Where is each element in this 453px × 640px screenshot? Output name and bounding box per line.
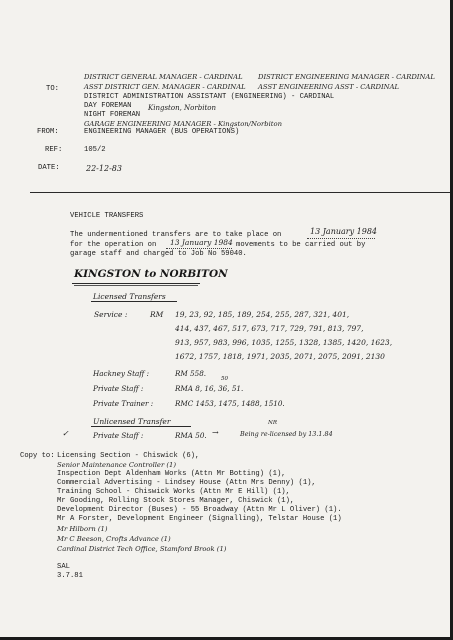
header-divider — [30, 192, 453, 193]
recipient-line: DAY FOREMAN — [84, 102, 132, 110]
service-fleet-line: 1672, 1757, 1818, 1971, 2035, 2071, 2075, 2091, 2130 — [175, 352, 385, 361]
copy-line: Mr Hilborn (1) — [57, 525, 108, 533]
route-heading: KINGSTON to NORBITON — [74, 268, 228, 280]
unlicensed-label: Private Staff : — [93, 431, 144, 440]
copy-line: Development Director (Buses) - 55 Broadway (Attn Mr L Oliver) (1). — [57, 506, 342, 514]
copy-line: Commercial Advertising - Lindsey House (Attn Mrs Denny) (1), — [57, 479, 316, 487]
ref-label: REF: — [45, 146, 63, 154]
unlicensed-heading-underline — [91, 426, 191, 427]
copy-line: Mr A Forster, Development Engineer (Signalling), Telstar House (1) — [57, 515, 342, 523]
copy-line: Inspection Dept Aldenham Works (Attn Mr Botting) (1), — [57, 470, 286, 478]
intro-text: movements to be carried out by — [236, 241, 366, 249]
arrow-icon: → — [212, 428, 219, 437]
recipient-line-right: ASST ENGINEERING ASST - CARDINAL — [258, 83, 400, 91]
unlicensed-heading: Unlicensed Transfer — [93, 417, 171, 426]
recipient-side-note: Kingston, Norbiton — [148, 104, 216, 112]
to-label: TO: — [46, 85, 59, 93]
route-heading-underline — [72, 283, 200, 284]
unlicensed-note: Being re-licensed by 13.1.84 — [240, 430, 333, 438]
intro-operation-handwritten: 13 January 1984 — [170, 238, 233, 247]
hackney-label: Hackney Staff : — [93, 369, 150, 378]
private-trainer-value: RMC 1453, 1475, 1488, 1510. — [175, 399, 285, 408]
copy-line: Training School - Chiswick Works (Attn Mr E Hill) (1), — [57, 488, 290, 496]
copy-line: Senior Maintenance Controller (1) — [57, 461, 176, 469]
intro-text: The undermentioned transfers are to take place on — [70, 231, 282, 239]
service-fleet-line: 19, 23, 92, 185, 189, 254, 255, 287, 321, 401, — [175, 310, 350, 319]
private-staff-value: RMA 8, 16, 36, 51. — [175, 384, 244, 393]
recipient-line: DISTRICT GENERAL MANAGER - CARDINAL — [84, 73, 243, 81]
private-staff-label: Private Staff : — [93, 384, 144, 393]
unlicensed-note-a: NR — [268, 420, 277, 426]
subject-heading: VEHICLE TRANSFERS — [70, 212, 144, 220]
intro-date-dotted-line — [307, 238, 375, 239]
service-fleet-line: 913, 957, 983, 996, 1035, 1255, 1328, 1385, 1420, 1623, — [175, 338, 393, 347]
date-value: 22-12-83 — [86, 164, 122, 173]
unlicensed-value: RMA 50. — [175, 431, 207, 440]
copy-to-label: Copy to: — [20, 452, 55, 460]
service-prefix: RM — [150, 310, 164, 319]
copy-line: Mr Gooding, Rolling Stock Stores Manager, Chiswick (1), — [57, 497, 295, 505]
service-fleet-line: 414, 437, 467, 517, 673, 717, 729, 791, 813, 797, — [175, 324, 364, 333]
intro-operation-dotted-line — [166, 248, 232, 249]
copy-line: Licensing Section - Chiswick (6), — [57, 452, 200, 460]
route-heading-underline — [74, 285, 198, 286]
intro-date-handwritten: 13 January 1984 — [310, 227, 378, 236]
reference-initials: SAL — [57, 563, 70, 571]
recipient-line-right: DISTRICT ENGINEERING MANAGER - CARDINAL — [258, 73, 435, 81]
intro-text: garage staff and charged to Job No 59040. — [70, 250, 247, 258]
from-label: FROM: — [37, 128, 59, 136]
private-trainer-label: Private Trainer : — [93, 399, 154, 408]
service-label: Service : — [94, 310, 128, 319]
licensed-heading: Licensed Transfers — [93, 292, 166, 301]
licensed-heading-underline — [91, 301, 177, 302]
date-label: DATE: — [38, 164, 60, 172]
copy-line: Cardinal District Tech Office, Stamford Brook (1) — [57, 545, 227, 553]
recipient-line: DISTRICT ADMINISTRATION ASSISTANT (ENGINEERING) - CARDINAL — [84, 93, 335, 101]
from-value: ENGINEERING MANAGER (BUS OPERATIONS) — [84, 128, 240, 136]
recipient-line: NIGHT FOREMAN — [84, 111, 141, 119]
private-staff-superscript: 50 — [221, 376, 228, 382]
intro-text: for the operation on — [70, 241, 157, 249]
reference-date: 3.7.81 — [57, 572, 83, 580]
tick-mark: ✓ — [62, 429, 69, 438]
recipient-line: ASST DISTRICT GEN. MANAGER - CARDINAL — [84, 83, 246, 91]
recipient-line: GARAGE ENGINEERING MANAGER - Kingston/Norbiton — [84, 120, 282, 128]
copy-line: Mr C Beeson, Crofts Advance (1) — [57, 535, 171, 543]
hackney-value: RM 558. — [175, 369, 207, 378]
ref-value: 105/2 — [84, 146, 106, 154]
